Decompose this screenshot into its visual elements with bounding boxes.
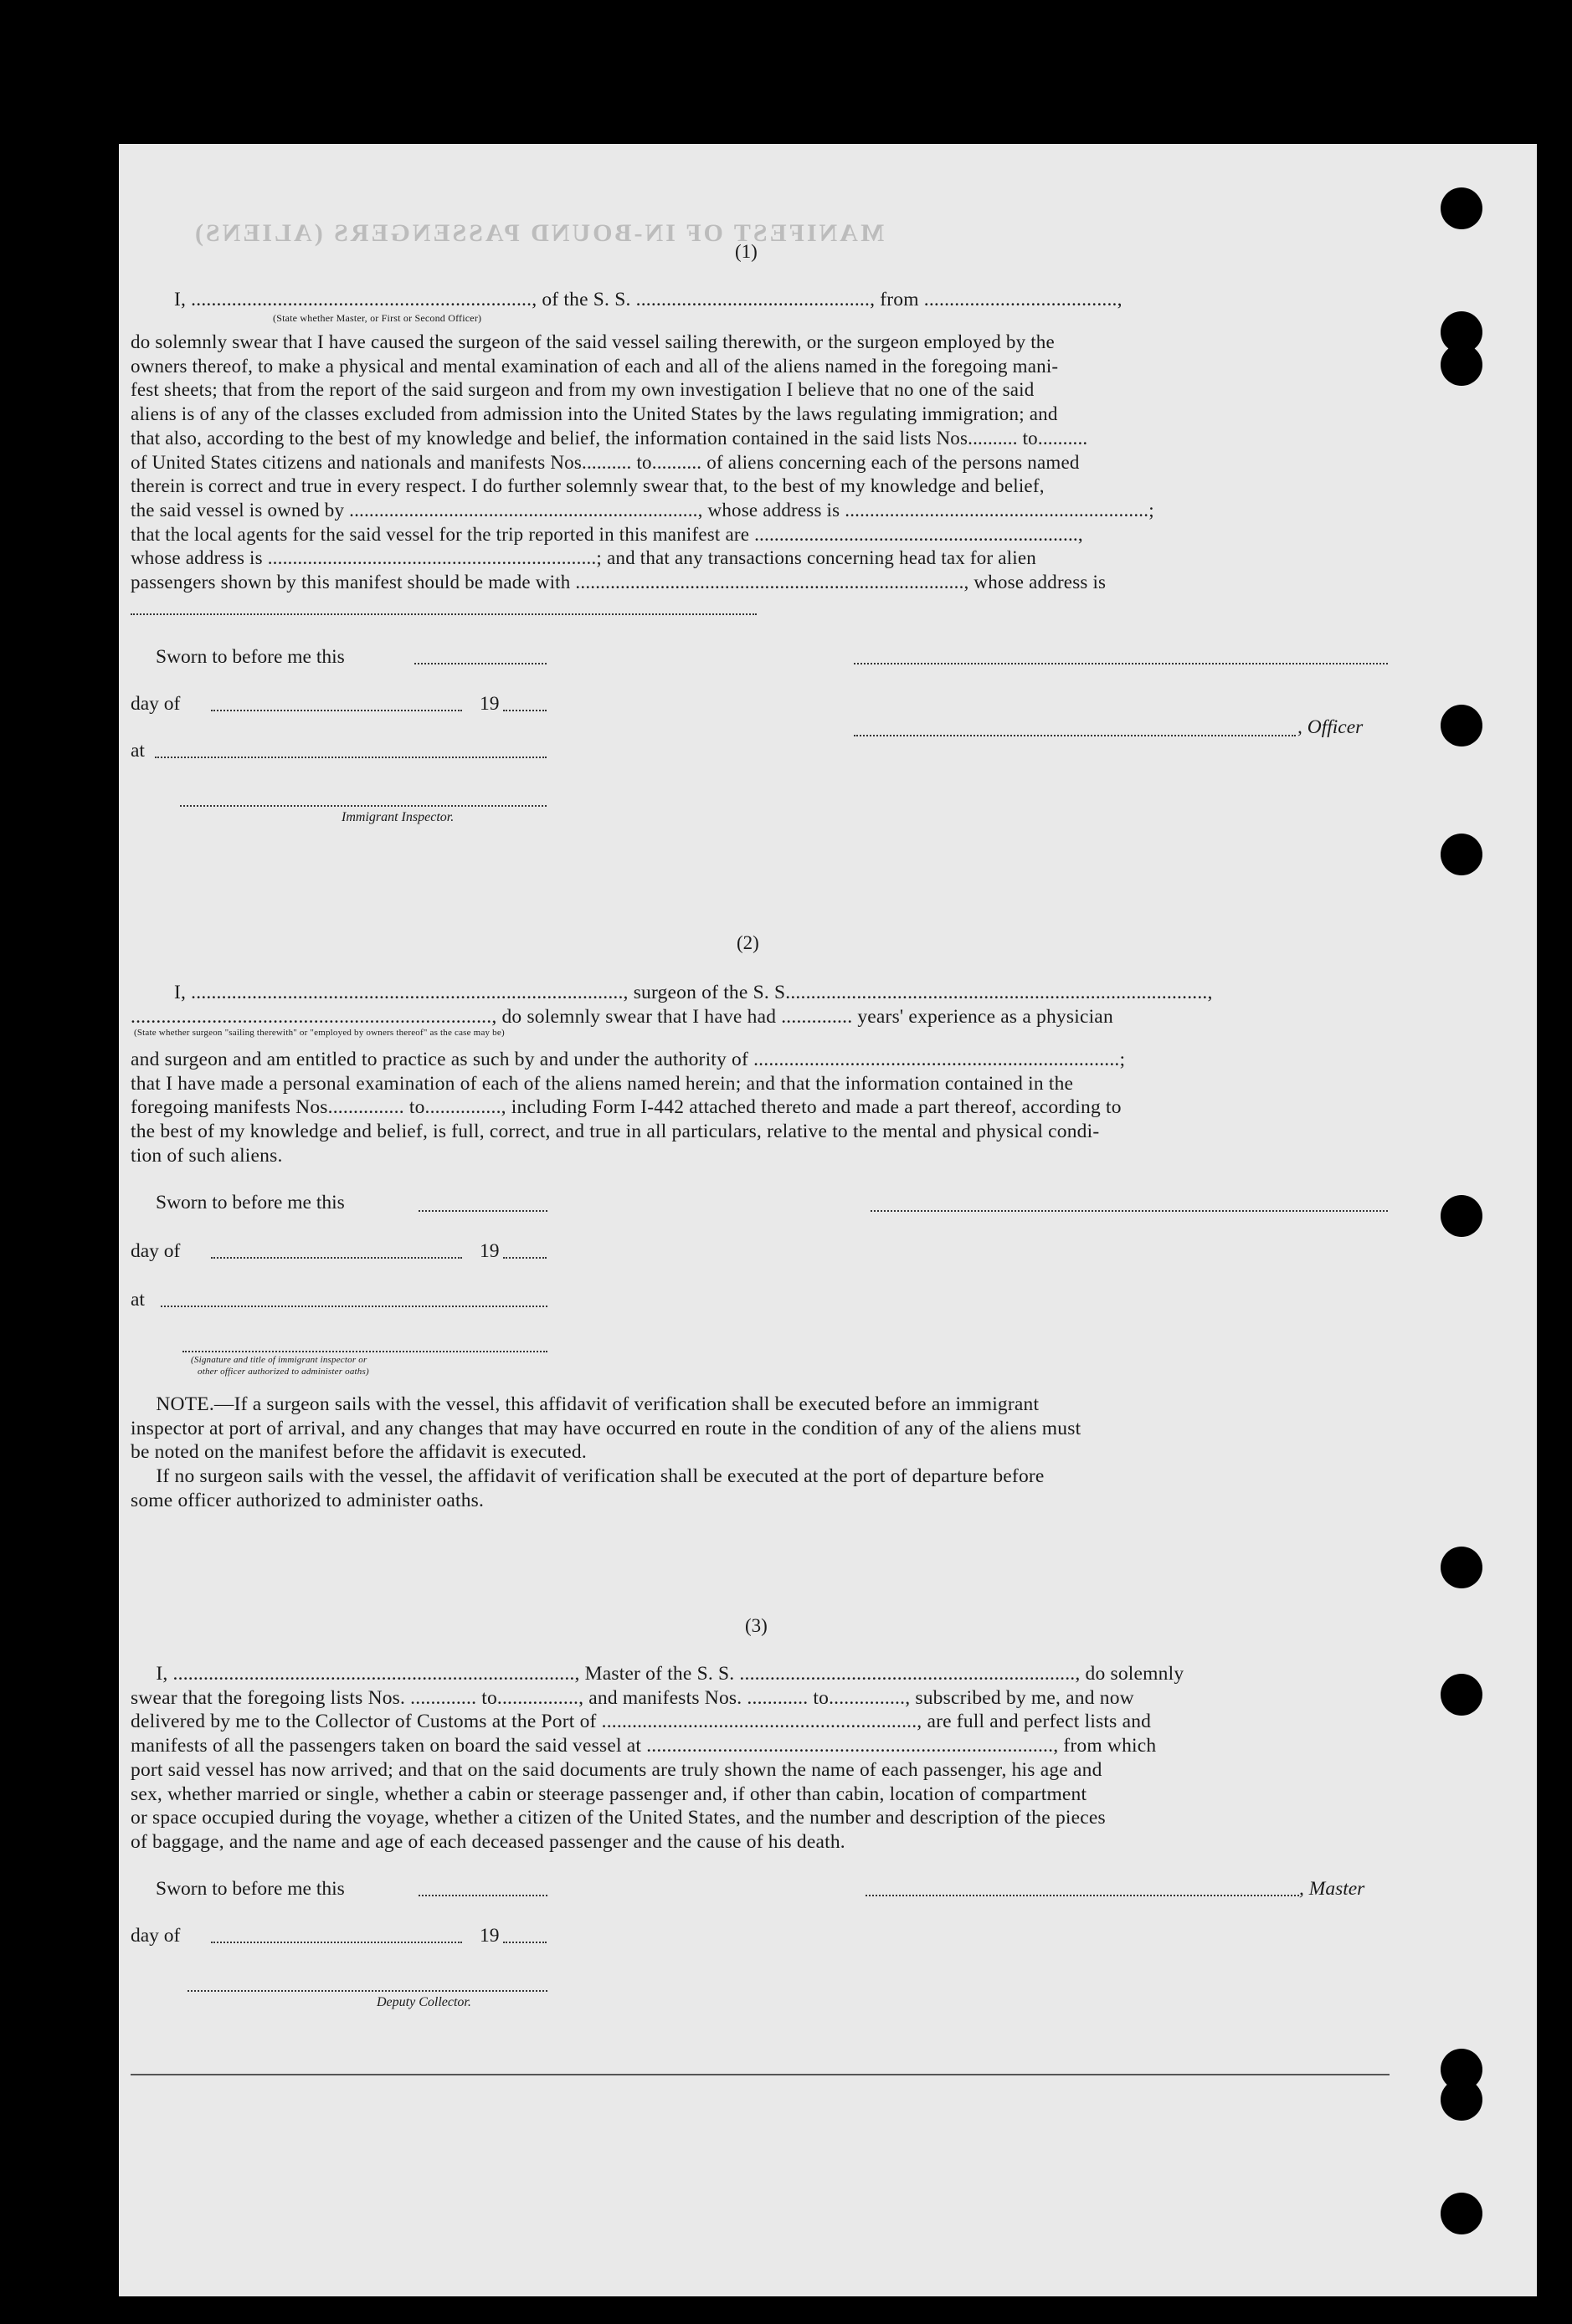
section-3-collector-signature-line[interactable] xyxy=(188,1990,547,1992)
section-3-number: (3) xyxy=(745,1615,768,1636)
section-1-line1: I, ..................................................................., of the S. S. .............................................., from ......................................, xyxy=(174,289,1122,310)
punch-hole xyxy=(1441,2079,1482,2121)
section-1-at-label: at xyxy=(131,740,145,762)
bleed-through-heading: MANIFEST OF IN-BOUND PASSENGERS (ALIENS) xyxy=(193,219,885,247)
punch-hole xyxy=(1441,705,1482,746)
section-3-body: I, ..............................................................................., Master of the S. S. .................................................................., do solemnly swear that the foregoing lists Nos. ............. to................, and manifests Nos. ............ to..............., subscribed by me, and now delivered by me to the Collector of Customs at the Port of .............................................................., are full and perfect lists and manifests of all the passengers taken on board the said vessel at ................................................................................, from which port said vessel has now arrived; and that on the said documents are truly shown the name of each passenger, his age and sex, whether married or single, whether a cabin or steerage passenger and, if other than cabin, location of compartment or space occupied during the voyage, whether a citizen of the United States, and the number and description of the pieces of baggage, and the name and age of each deceased passenger and the cause of his death. xyxy=(131,1663,1184,1853)
punch-hole xyxy=(1441,1547,1482,1588)
section-3-sworn-label: Sworn to before me this xyxy=(156,1878,345,1900)
section-2-signature-line[interactable] xyxy=(871,1210,1388,1212)
section-2-sig-caption-2: other officer authorized to administer oaths) xyxy=(198,1367,369,1377)
section-2-surgeon-caption: (State whether surgeon "sailing therewith" or "employed by owners thereof" as the case may be) xyxy=(134,1028,505,1038)
punch-hole xyxy=(1441,2193,1482,2234)
section-1-sworn-label: Sworn to before me this xyxy=(156,646,345,668)
address-continuation-line xyxy=(131,613,757,615)
section-2-day-of-label: day of xyxy=(131,1240,181,1262)
section-2-note: NOTE.—If a surgeon sails with the vessel, this affidavit of verification shall be executed before an immigrant inspector at port of arrival, and any changes that may have occurred en route in the condition of any of the aliens must be noted on the manifest before the affidavit is executed. If no surgeon sails with the vessel, the affidavit of verification shall be executed at the port of departure before some officer authorized to administer oaths. xyxy=(131,1393,1081,1511)
section-3-master-signature-line[interactable] xyxy=(866,1895,1299,1896)
section-2-line2: ......................................................................., do solemnly swear that I have had .............. years' experience as a physician xyxy=(131,1006,1113,1028)
section-2-sworn-field[interactable] xyxy=(419,1210,547,1212)
section-3-collector-caption: Deputy Collector. xyxy=(377,1995,471,2009)
section-1-year-label: 19 xyxy=(480,693,500,715)
section-2-sig-caption-1: (Signature and title of immigrant inspector or xyxy=(191,1355,367,1365)
section-2-number: (2) xyxy=(737,932,759,953)
section-2-day-field[interactable] xyxy=(211,1257,462,1259)
section-1-year-field[interactable] xyxy=(503,710,547,711)
section-1-officer-signature-line-2[interactable] xyxy=(854,735,1296,736)
section-1-body: do solemnly swear that I have caused the surgeon of the said vessel sailing therewith, or the surgeon employed by the owners thereof, to make a physical and mental examination of each and all of the aliens named in the foregoing mani- fest sheets; that from the report of the said surgeon and from my own investigation I believe that no one of the said aliens is of any of the classes excluded from admission into the United States by the laws regulating immigration; and that also, according to the best of my knowledge and belief, the information contained in the said lists Nos.......... to.......... of United States citizens and nationals and manifests Nos.......... to.......... of aliens concerning each of the persons named therein is correct and true in every respect. I do further solemnly swear that, to the best of my knowledge and belief, the said vessel is owned by ......................................................................, whose address is .............................................................; that the local agents for the said vessel for the trip reported in this manifest are ................................................................., whose address is ..................................................................; and that any transactions concerning head tax for alien passengers shown by this manifest should be made with .............................................................................., whose address is xyxy=(131,331,1154,593)
section-1-inspector-signature-line[interactable] xyxy=(180,805,547,807)
punch-hole xyxy=(1441,187,1482,229)
section-2-sworn-label: Sworn to before me this xyxy=(156,1192,345,1213)
section-1-sworn-field[interactable] xyxy=(414,663,547,664)
section-1-number: (1) xyxy=(735,241,758,262)
section-1-inspector-caption: Immigrant Inspector. xyxy=(342,810,455,824)
punch-hole xyxy=(1441,1674,1482,1716)
section-3-day-field[interactable] xyxy=(211,1942,462,1943)
section-2-year-label: 19 xyxy=(480,1240,500,1262)
bottom-rule xyxy=(131,2074,1390,2075)
section-3-year-field[interactable] xyxy=(503,1942,547,1943)
section-2-inspector-signature-line[interactable] xyxy=(182,1351,547,1352)
punch-hole xyxy=(1441,834,1482,875)
section-3-day-of-label: day of xyxy=(131,1925,181,1947)
section-1-officer-signature-line-1[interactable] xyxy=(854,663,1388,664)
section-2-at-label: at xyxy=(131,1289,145,1311)
section-2-body: and surgeon and am entitled to practice as such by and under the authority of ........................................................................; that I have made a personal examination of each of the aliens named herein; and that the information contained in the foregoing manifests Nos............... to..............., including Form I-442 attached thereto and made a part thereof, according to the best of my knowledge and belief, is full, correct, and true in all particulars, relative to the mental and physical condi- tion of such aliens. xyxy=(131,1049,1126,1167)
section-2-at-field[interactable] xyxy=(161,1306,547,1307)
section-1-day-of-label: day of xyxy=(131,693,181,715)
section-1-officer-label: , Officer xyxy=(1297,716,1364,738)
section-3-sworn-field[interactable] xyxy=(419,1895,547,1896)
section-2-year-field[interactable] xyxy=(503,1257,547,1259)
section-3-year-label: 19 xyxy=(480,1925,500,1947)
punch-hole xyxy=(1441,1195,1482,1237)
section-2-line1: I, ....................................................................................., surgeon of the S. S..................................................................................., xyxy=(174,982,1213,1003)
section-1-day-field[interactable] xyxy=(211,710,462,711)
section-3-master-label: , Master xyxy=(1299,1878,1365,1900)
section-1-officer-caption: (State whether Master, or First or Second Officer) xyxy=(273,312,482,324)
punch-hole xyxy=(1441,344,1482,386)
section-1-at-field[interactable] xyxy=(155,757,547,758)
